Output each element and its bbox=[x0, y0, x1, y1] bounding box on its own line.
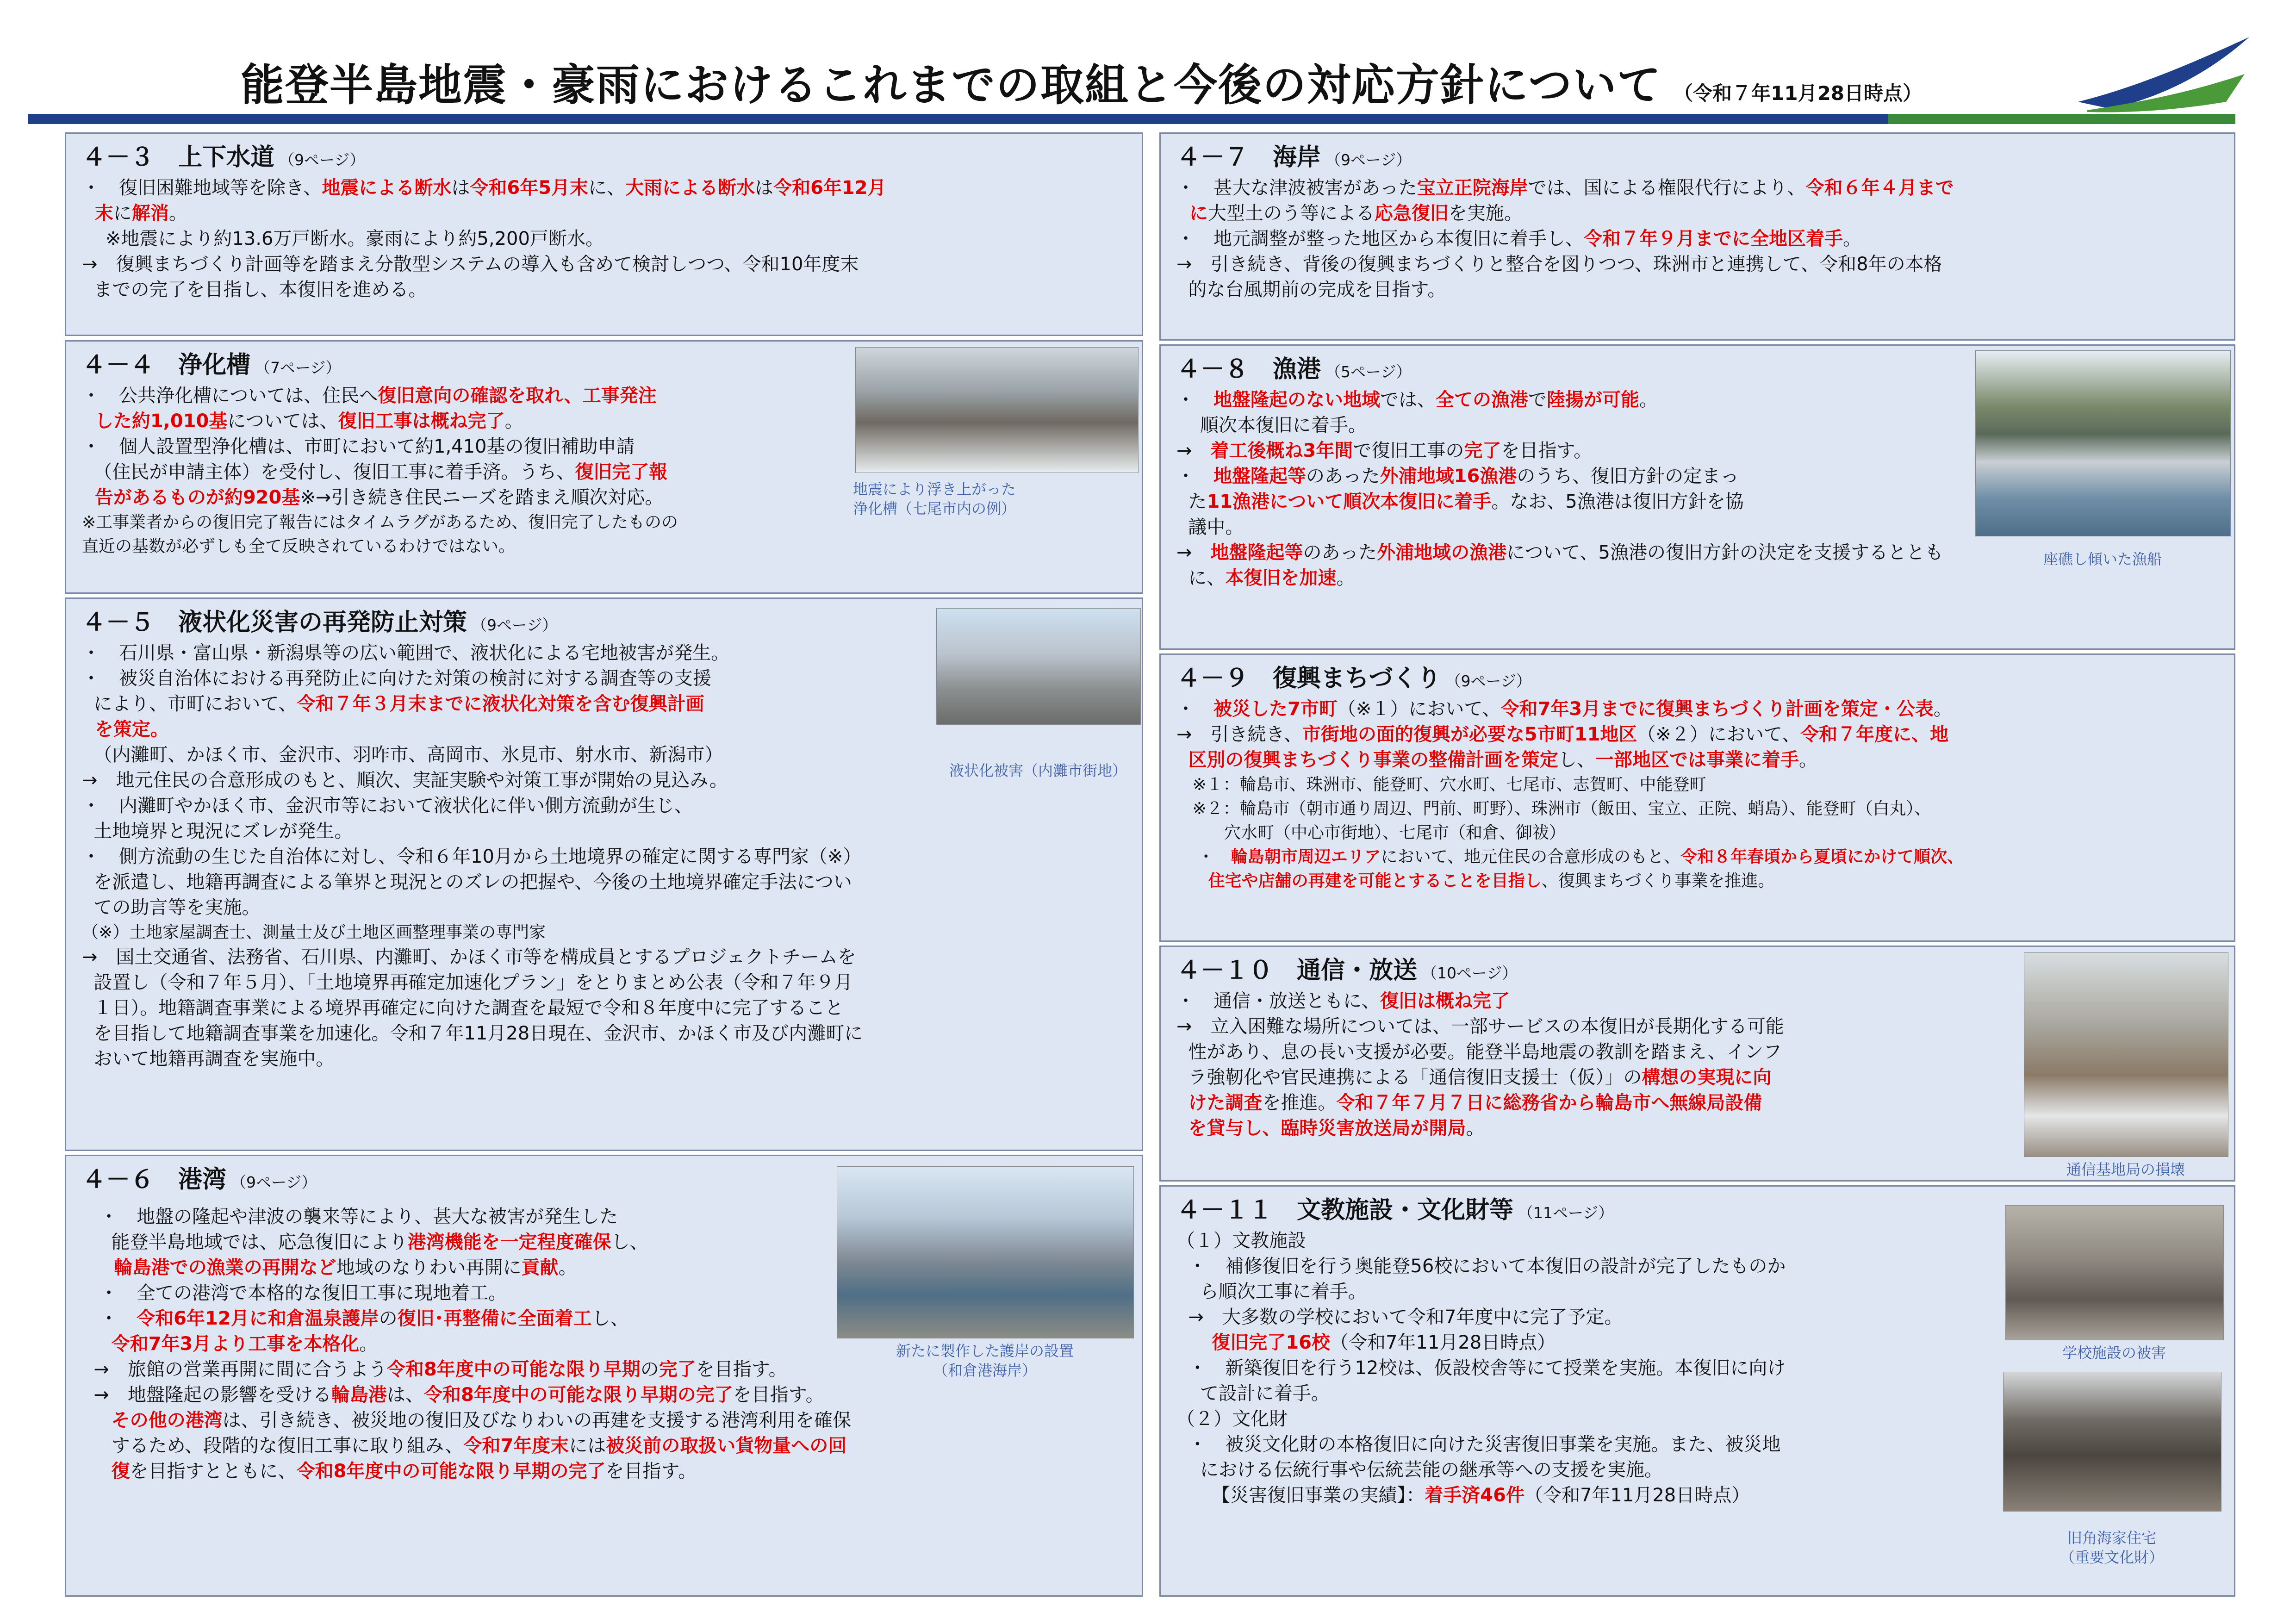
text-line: → 立入困難な場所については、一部サービスの本復旧が長期化する可能 bbox=[1176, 1016, 1784, 1037]
text-line: を貸与し、臨時災害放送局が開局。 bbox=[1188, 1118, 1485, 1139]
section-water bbox=[65, 132, 1143, 336]
text-line: ら順次工事に着手。 bbox=[1176, 1281, 1367, 1302]
section-fishing-ports bbox=[1159, 344, 2235, 650]
text-line: 能登半島地域では、応急復旧により港湾機能を一定程度確保し、 bbox=[82, 1232, 648, 1253]
section-heading: ４－９ 復興まちづくり （9ページ） bbox=[1176, 665, 1531, 692]
header-rule-green bbox=[1888, 114, 2235, 124]
text-line: ・ 地盤隆起のない地域では、全ての漁港で陸揚が可能。 bbox=[1176, 389, 1658, 411]
photo-caption: 地震により浮き上がった 浄化槽（七尾市内の例） bbox=[853, 480, 1016, 517]
section-heading: ４－１０ 通信・放送 （10ページ） bbox=[1176, 957, 1518, 984]
text-line: 令和7年3月より工事を本格化。 bbox=[111, 1333, 378, 1355]
text-line: 復旧完了16校（令和7年11月28日時点） bbox=[1212, 1332, 1556, 1353]
photo-caption: 液状化被害（内灘市街地） bbox=[949, 762, 1127, 779]
text-line: に、本復旧を加速。 bbox=[1176, 567, 1355, 589]
text-line: 【災害復旧事業の実績】：着手済46件（令和7年11月28日時点） bbox=[1176, 1485, 1750, 1506]
text-line: ・ 側方流動の生じた自治体に対し、令和６年10月から土地境界の確定に関する専門家（※） bbox=[82, 846, 862, 867]
text-line: １日）。地籍調査事業による境界再確定に向けた調査を最短で令和８年度中に完了すること bbox=[82, 997, 844, 1019]
text-line: → 引き続き、市街地の面的復興が必要な5市町11地区（※２）において、令和７年度に、地 bbox=[1176, 724, 1949, 745]
note-line: ※１：輪島市、珠洲市、能登町、穴水町、七尾市、志賀町、中能登町 bbox=[1176, 775, 1706, 794]
subheading: （２）文化財 bbox=[1176, 1408, 1288, 1430]
photo-caption: 新たに製作した護岸の設置 （和倉港海岸） bbox=[896, 1342, 1074, 1379]
photo-caption: 座礁し傾いた漁船 bbox=[2043, 550, 2162, 568]
text-line: 復を目指すとともに、令和8年度中の可能な限り早期の完了を目指す。 bbox=[111, 1461, 697, 1482]
section-ports bbox=[65, 1155, 1143, 1597]
note-line: 住宅や店舗の再建を可能とすることを目指し、復興まちづくり事業を推進。 bbox=[1208, 871, 1775, 890]
photo-seawall bbox=[837, 1166, 1134, 1338]
section-reconstruction bbox=[1159, 653, 2235, 942]
note-line: 直近の基数が必ずしも全て反映されているわけではない。 bbox=[82, 537, 516, 556]
text-line: ・ 内灘町やかほく市、金沢市等において液状化に伴い側方流動が生じ、 bbox=[82, 795, 693, 816]
section-heading: ４－６ 港湾 （9ページ） bbox=[82, 1166, 317, 1194]
text-line: → 地盤隆起等のあった外浦地域の漁港について、5漁港の復旧方針の決定を支援するととも bbox=[1176, 542, 1943, 563]
text-line: て設計に着手。 bbox=[1176, 1383, 1330, 1404]
page-title-block bbox=[241, 50, 1999, 115]
section-liquefaction bbox=[65, 597, 1143, 1151]
text-line: → 地元住民の合意形成のもと、順次、実証実験や対策工事が開始の見込み。 bbox=[82, 770, 728, 791]
text-line: 区別の復興まちづくり事業の整備計画を策定し、一部地区では事業に着手。 bbox=[1188, 749, 1818, 771]
text-line: ・ 石川県・富山県・新潟県等の広い範囲で、液状化による宅地被害が発生。 bbox=[82, 642, 730, 664]
text-line: た11漁港について順次本復旧に着手。なお、5漁港は復旧方針を協 bbox=[1176, 491, 1744, 512]
page-title: 能登半島地震・豪雨におけるこれまでの取組と今後の対応方針について bbox=[241, 60, 1662, 111]
text-line: 設置し（令和７年５月）、「土地境界再確定加速化プラン」をとりまとめ公表（令和７年９月 bbox=[82, 972, 853, 993]
text-line: （住民が申請主体）を受付し、復旧工事に着手済。うち、復旧完了報 bbox=[82, 461, 668, 483]
text-line: ・ 地元調整が整った地区から本復旧に着手し、令和７年９月までに全地区着手。 bbox=[1176, 228, 1861, 249]
text-line: → 国土交通省、法務省、石川県、内灘町、かほく市等を構成員とするプロジェクトチームを bbox=[82, 946, 856, 968]
text-line: 告があるものが約920基※→引き続き住民ニーズを踏まえ順次対応。 bbox=[82, 487, 664, 508]
photo-base-station bbox=[2024, 952, 2228, 1157]
photo-caption: 学校施設の被害 bbox=[2062, 1344, 2166, 1362]
text-line: を策定。 bbox=[82, 719, 169, 740]
text-line: 的な台風期前の完成を目指す。 bbox=[1176, 279, 1446, 300]
section-heading: ４－８ 漁港 （5ページ） bbox=[1176, 355, 1412, 383]
note-line: ※工事業者からの復旧完了報告にはタイムラグがあるため、復旧完了したものの bbox=[82, 513, 678, 532]
section-heading: ４－１１ 文教施設・文化財等 （11ページ） bbox=[1176, 1196, 1614, 1224]
text-line: ラ強靭化や官民連携による「通信復旧支援士（仮）」の構想の実現に向 bbox=[1176, 1067, 1772, 1088]
text-line: ・ 被災した7市町（※１）において、令和7年3月までに復興まちづくり計画を策定・公表。 bbox=[1176, 698, 1952, 720]
text-line: 順次本復旧に着手。 bbox=[1176, 415, 1367, 436]
text-line: に大型土のう等による応急復旧を実施。 bbox=[1176, 203, 1523, 224]
note-line: （※）土地家屋調査士、測量士及び土地区画整理事業の専門家 bbox=[82, 923, 546, 942]
as-of-date: （令和７年11月28日時点） bbox=[1674, 82, 1923, 105]
section-heading: ４－７ 海岸 （9ページ） bbox=[1176, 143, 1412, 171]
photo-fishing-boat bbox=[1975, 350, 2231, 536]
text-line: ・ 復旧困難地域等を除き、地震による断水は令和6年5月末に、大雨による断水は令和6年12月 bbox=[82, 177, 886, 199]
logo-mark-icon bbox=[2069, 32, 2254, 120]
text-line: ・ 令和6年12月に和倉温泉護岸の復旧･再整備に全面着工し、 bbox=[82, 1308, 629, 1329]
photo-caption: 通信基地局の損壊 bbox=[2066, 1161, 2185, 1178]
text-line: ・ 甚大な津波被害があった宝立正院海岸では、国による権限代行により、令和６年４月まで bbox=[1176, 177, 1954, 199]
text-line: 輪島港での漁業の再開など地域のなりわい再開に貢献。 bbox=[82, 1257, 577, 1278]
text-line: けた調査を推進。令和７年７月７日に総務省から輪島市へ無線局設備 bbox=[1188, 1092, 1762, 1114]
logo bbox=[2069, 32, 2254, 120]
text-line: ・ 被災文化財の本格復旧に向けた災害復旧事業を実施。また、被災地 bbox=[1176, 1434, 1781, 1455]
section-heading: ４－４ 浄化槽 （7ページ） bbox=[82, 351, 341, 379]
note-line: ・ 輪島朝市周辺エリアにおいて、地元住民の合意形成のもと、令和８年春頃から夏頃にかけて順次、 bbox=[1176, 847, 1964, 866]
note-line: ※２：輪島市（朝市通り周辺、門前、町野）、珠洲市（飯田、宝立、正院、蛸島）、能登町（白丸）、 bbox=[1176, 799, 1931, 818]
text-line: ・ 地盤隆起等のあった外浦地域16漁港のうち、復旧方針の定まっ bbox=[1176, 466, 1739, 487]
text-line: → 引き続き、背後の復興まちづくりと整合を図りつつ、珠洲市と連携して、令和8年の本格 bbox=[1176, 254, 1942, 275]
section-telecom bbox=[1159, 946, 2235, 1182]
text-line: ・ 補修復旧を行う奥能登56校において本復旧の設計が完了したものか bbox=[1176, 1256, 1786, 1277]
photo-historic-house bbox=[2003, 1372, 2221, 1512]
text-line: を目指して地籍調査事業を加速化。令和７年11月28日現在、金沢市、かほく市及び内灘町に bbox=[82, 1023, 863, 1044]
text-line: した約1,010基については、復旧工事は概ね完了。 bbox=[82, 411, 523, 432]
text-line: までの完了を目指し、本復旧を進める。 bbox=[82, 279, 427, 300]
text-line: ・ 被災自治体における再発防止に向けた対策の検討に対する調査等の支援 bbox=[82, 668, 711, 689]
text-line: ・ 全ての港湾で本格的な復旧工事に現地着工。 bbox=[82, 1282, 507, 1304]
subheading: （１）文教施設 bbox=[1176, 1230, 1306, 1251]
note-line: 穴水町（中心市街地）、七尾市（和倉、御祓） bbox=[1176, 823, 1566, 842]
photo-liquefaction bbox=[936, 608, 1141, 725]
text-line: → 復興まちづくり計画等を踏まえ分散型システムの導入も含めて検討しつつ、令和10年度末 bbox=[82, 254, 859, 275]
text-line: （内灘町、かほく市、金沢市、羽咋市、高岡市、氷見市、射水市、新潟市） bbox=[82, 744, 723, 765]
text-line: → 着工後概ね3年間で復旧工事の完了を目指す。 bbox=[1176, 440, 1593, 461]
photo-school-damage bbox=[2005, 1205, 2224, 1340]
text-line: ての助言等を実施。 bbox=[82, 897, 261, 918]
text-line: ・ 公共浄化槽については、住民へ復旧意向の確認を取れ、工事発注 bbox=[82, 385, 657, 406]
section-septic bbox=[65, 340, 1143, 594]
text-line: における伝統行事や伝統芸能の継承等への支援を実施。 bbox=[1176, 1459, 1663, 1481]
text-line: するため、段階的な復旧工事に取り組み、令和7年度末には被災前の取扱い貨物量への回 bbox=[82, 1435, 847, 1456]
text-line: → 大多数の学校において令和7年度中に完了予定。 bbox=[1176, 1307, 1623, 1328]
text-line: を派遣し、地籍再調査による筆界と現況とのズレの把握や、今後の土地境界確定手法につい bbox=[82, 871, 852, 893]
text-line: おいて地籍再調査を実施中。 bbox=[82, 1048, 335, 1070]
text-line: 末に解消。 bbox=[82, 203, 187, 224]
photo-septic-tank bbox=[855, 347, 1139, 473]
section-heading: ４－５ 液状化災害の再発防止対策 （9ページ） bbox=[82, 609, 558, 636]
text-line: 性があり、息の長い支援が必要。能登半島地震の教訓を踏まえ、インフ bbox=[1176, 1041, 1782, 1063]
text-line: → 旅館の営業再開に間に合うよう令和8年度中の可能な限り早期の完了を目指す。 bbox=[82, 1359, 787, 1380]
text-line: ・ 通信・放送ともに、復旧は概ね完了 bbox=[1176, 990, 1510, 1012]
text-line: 議中。 bbox=[1176, 516, 1244, 538]
section-heading: ４－３ 上下水道 （9ページ） bbox=[82, 143, 365, 171]
text-line: ・ 個人設置型浄化槽は、市町において約1,410基の復旧補助申請 bbox=[82, 436, 635, 457]
text-line: ・ 地盤の隆起や津波の襲来等により、甚大な被害が発生した bbox=[82, 1206, 618, 1227]
header-rule-blue bbox=[28, 114, 1888, 124]
text-line: その他の港湾は、引き続き、被災地の復旧及びなりわいの再建を支援する港湾利用を確保 bbox=[111, 1410, 851, 1431]
text-line: ・ 新築復旧を行う12校は、仮設校舎等にて授業を実施。本復旧に向け bbox=[1176, 1357, 1786, 1379]
text-line: 土地境界と現況にズレが発生。 bbox=[82, 821, 353, 842]
text-line: ※地震により約13.6万戸断水。豪雨により約5,200戸断水。 bbox=[82, 228, 604, 249]
section-coast bbox=[1159, 132, 2235, 341]
text-line: → 地盤隆起の影響を受ける輪島港は、令和8年度中の可能な限り早期の完了を目指す。 bbox=[82, 1384, 824, 1406]
photo-caption: 旧角海家住宅 （重要文化財） bbox=[2060, 1529, 2164, 1566]
section-education-culture bbox=[1159, 1185, 2235, 1597]
text-line: により、市町において、令和７年３月末までに液状化対策を含む復興計画 bbox=[82, 693, 704, 715]
